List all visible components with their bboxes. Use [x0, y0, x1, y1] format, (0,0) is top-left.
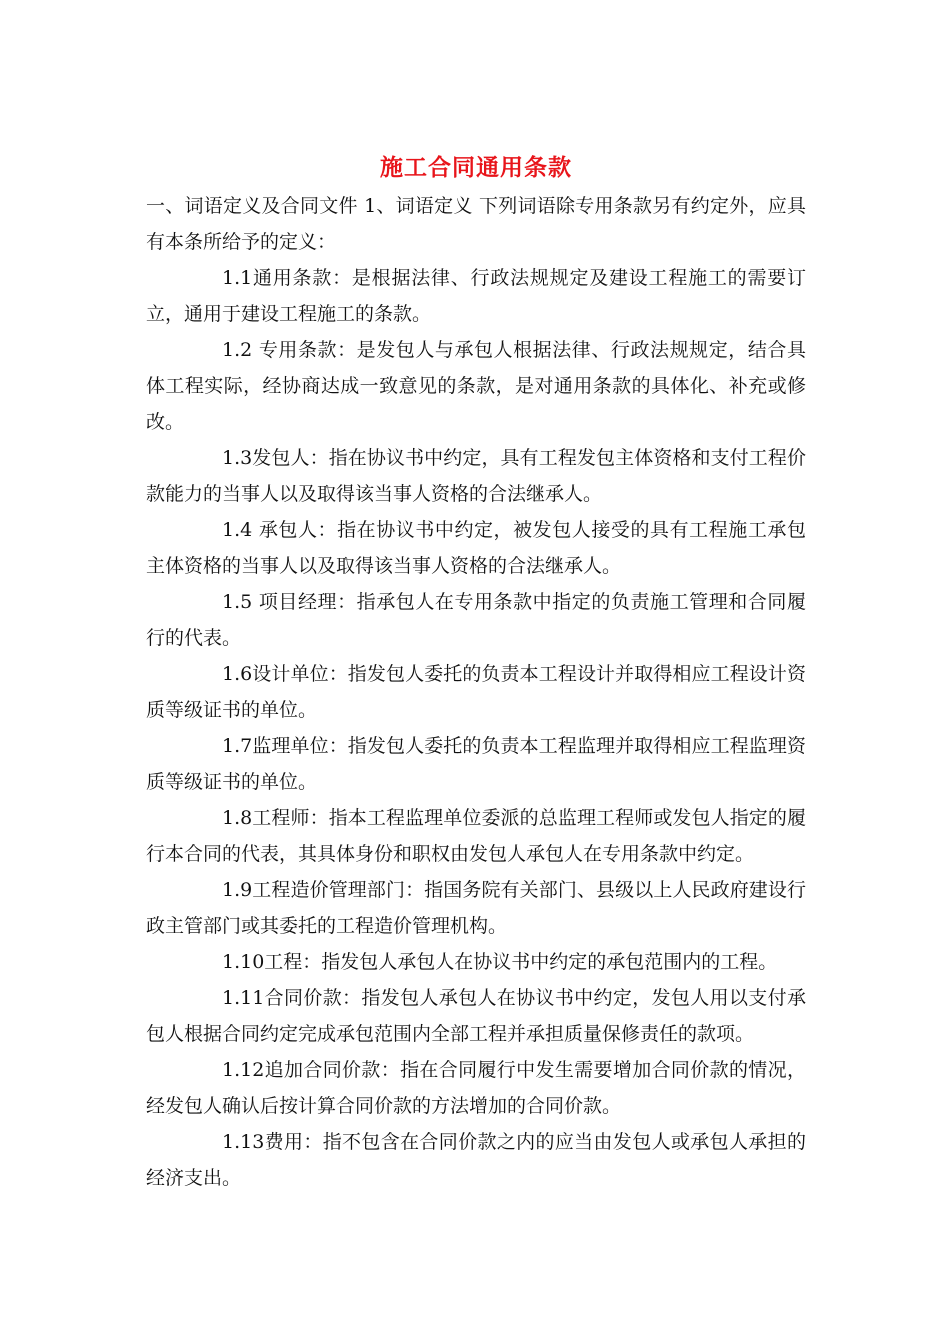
clause-1-11: 1.11合同价款：指发包人承包人在协议书中约定，发包人用以支付承包人根据合同约定完成承包范围内全部工程并承担质量保修责任的款项。 — [146, 987, 806, 1045]
clause-1-6: 1.6设计单位：指发包人委托的负责本工程设计并取得相应工程设计资质等级证书的单位。 — [146, 663, 806, 721]
clause-1-13: 1.13费用：指不包含在合同价款之内的应当由发包人或承包人承担的经济支出。 — [146, 1131, 806, 1189]
clause-1-9: 1.9工程造价管理部门：指国务院有关部门、县级以上人民政府建设行政主管部门或其委托的工程造价管理机构。 — [146, 879, 806, 937]
document-body — [146, 150, 806, 1196]
clause-1-3: 1.3发包人：指在协议书中约定，具有工程发包主体资格和支付工程价款能力的当事人以及取得该当事人资格的合法继承人。 — [146, 447, 806, 505]
intro-paragraph: 一、词语定义及合同文件 1、词语定义 下列词语除专用条款另有约定外，应具有本条所给予的定义： — [146, 195, 806, 253]
clause-1-2: 1.2 专用条款：是发包人与承包人根据法律、行政法规规定，结合具体工程实际，经协商达成一致意见的条款，是对通用条款的具体化、补充或修改。 — [146, 339, 806, 433]
document-title: 施工合同通用条款 — [380, 154, 572, 181]
clause-1-7: 1.7监理单位：指发包人委托的负责本工程监理并取得相应工程监理资质等级证书的单位。 — [146, 735, 806, 793]
clause-1-4: 1.4 承包人：指在协议书中约定，被发包人接受的具有工程施工承包主体资格的当事人以及取得该当事人资格的合法继承人。 — [146, 519, 806, 577]
clause-1-5: 1.5 项目经理：指承包人在专用条款中指定的负责施工管理和合同履行的代表。 — [146, 591, 806, 649]
clause-1-12: 1.12追加合同价款：指在合同履行中发生需要增加合同价款的情况，经发包人确认后按计算合同价款的方法增加的合同价款。 — [146, 1059, 806, 1117]
clause-1-10: 1.10工程：指发包人承包人在协议书中约定的承包范围内的工程。 — [222, 951, 778, 973]
clause-1-8: 1.8工程师：指本工程监理单位委派的总监理工程师或发包人指定的履行本合同的代表，其具体身份和职权由发包人承包人在专用条款中约定。 — [146, 807, 806, 865]
clause-1-1: 1.1通用条款：是根据法律、行政法规规定及建设工程施工的需要订立，通用于建设工程施工的条款。 — [146, 267, 806, 325]
